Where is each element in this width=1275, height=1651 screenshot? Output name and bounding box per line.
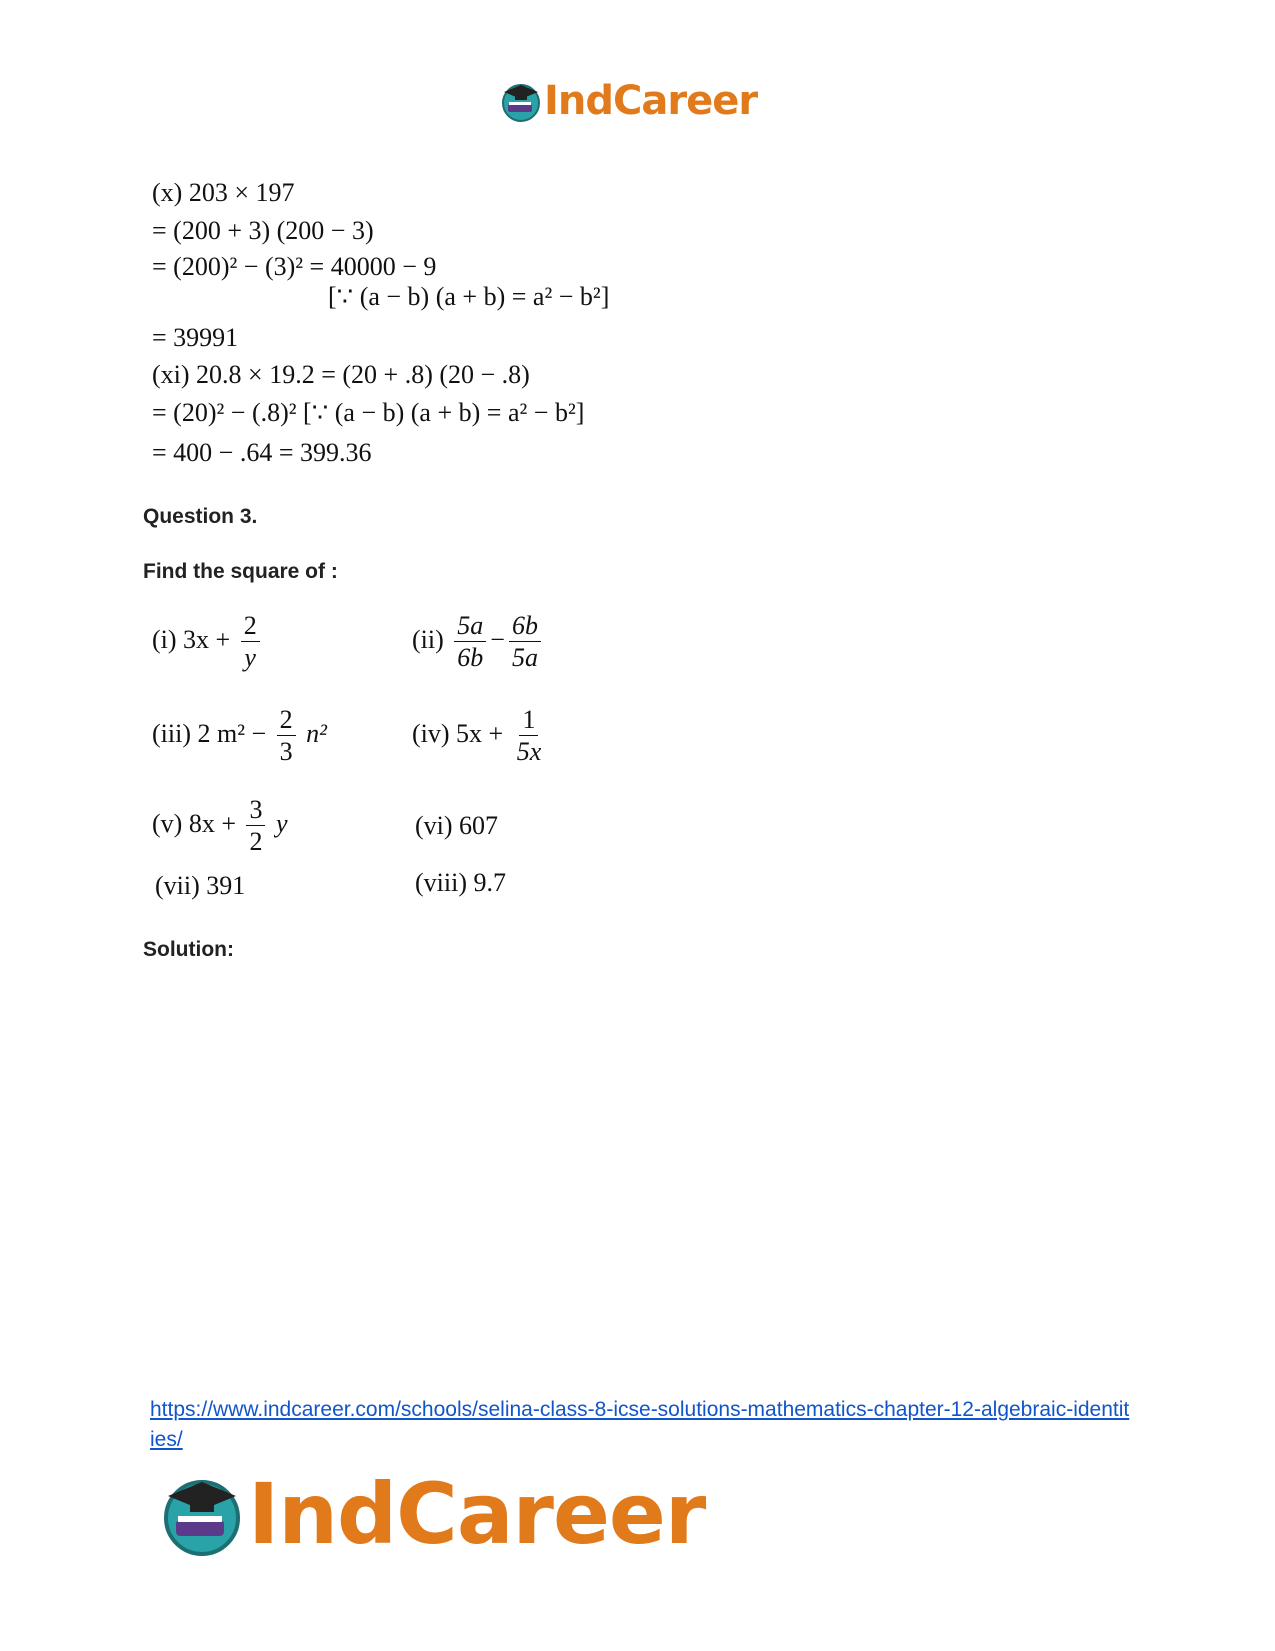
header-logo — [500, 78, 757, 124]
graduation-cap-book-globe-icon — [500, 80, 542, 122]
item-i — [152, 612, 264, 672]
item-ii-minus: − — [490, 624, 505, 654]
item-vii: (vii) 391 — [155, 871, 246, 900]
item-ii-label: (ii) — [412, 624, 444, 654]
item-iii — [152, 706, 327, 766]
item-iii-num: 2 — [277, 706, 296, 736]
item-i-num: 2 — [241, 612, 260, 642]
item-i-fraction — [241, 612, 260, 672]
question-prompt: Find the square of : — [143, 560, 338, 583]
item-viii: (viii) 9.7 — [415, 868, 506, 897]
solution-x-line4: = 39991 — [152, 323, 239, 352]
item-iii-fraction — [277, 706, 296, 766]
solution-xi-line3: = 400 − .64 = 399.36 — [152, 438, 372, 467]
item-iii-label: (iii) 2 m² − — [152, 718, 267, 748]
solution-xi-line2: = (20)² − (.8)² [∵ (a − b) (a + b) = a² − b²] — [152, 398, 585, 427]
solution-x-line1: = (200 + 3) (200 − 3) — [152, 216, 374, 245]
item-i-den: y — [244, 643, 256, 673]
item-ii-num2: 6b — [509, 612, 541, 642]
item-vi: (vi) 607 — [415, 811, 499, 840]
footer-logo — [160, 1465, 705, 1563]
item-ii-den2: 5a — [511, 643, 538, 673]
item-ii-fraction2 — [509, 612, 541, 672]
item-ii-fraction1 — [454, 612, 486, 672]
item-iv — [412, 706, 548, 766]
item-v-tail: y — [275, 808, 288, 838]
item-ii-num1: 5a — [454, 612, 486, 642]
item-v-num: 3 — [246, 796, 265, 826]
item-iv-label: (iv) 5x + — [412, 718, 504, 748]
graduation-cap-book-globe-icon — [160, 1472, 244, 1556]
item-iv-den: 5x — [516, 737, 542, 767]
item-v-fraction — [246, 796, 265, 856]
item-v-den: 2 — [249, 827, 263, 857]
footer-brand: IndCareer — [248, 1465, 706, 1563]
item-v-label: (v) 8x + — [152, 808, 236, 838]
item-iv-num: 1 — [519, 706, 538, 736]
item-iii-den: 3 — [279, 737, 293, 767]
solution-label: Solution: — [143, 938, 234, 961]
item-ii-den1: 6b — [457, 643, 484, 673]
item-v — [152, 796, 288, 856]
item-iv-fraction — [514, 706, 545, 766]
solution-x-line3: [∵ (a − b) (a + b) = a² − b²] — [328, 282, 610, 311]
question-title: Question 3. — [143, 505, 258, 528]
solution-xi-line1: (xi) 20.8 × 19.2 = (20 + .8) (20 − .8) — [152, 360, 530, 389]
item-ii — [412, 612, 545, 672]
item-i-label: (i) 3x + — [152, 624, 231, 654]
solution-x-label: (x) 203 × 197 — [152, 178, 295, 207]
header-brand: IndCareer — [544, 78, 758, 124]
item-iii-tail: n² — [306, 718, 327, 748]
solution-x-line2: = (200)² − (3)² = 40000 − 9 — [152, 252, 437, 281]
footer-url-link[interactable]: https://www.indcareer.com/schools/selina-class-8-icse-solutions-mathematics-chapter-12-algebraic-identities/ — [150, 1398, 1130, 1451]
